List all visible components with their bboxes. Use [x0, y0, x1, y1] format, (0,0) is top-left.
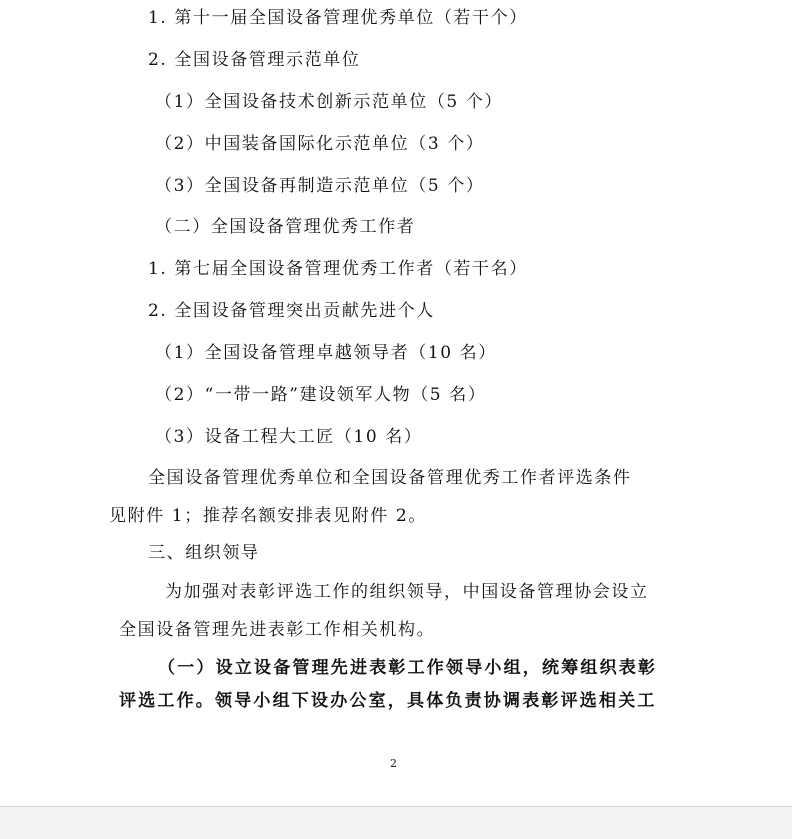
list-item-international-units: （2）中国装备国际化示范单位（3 个）: [155, 134, 485, 154]
section-heading-organization: 三、组织领导: [148, 543, 260, 563]
list-item-innovation-units: （1）全国设备技术创新示范单位（5 个）: [155, 92, 504, 112]
bold-paragraph-line-1: （一）设立设备管理先进表彰工作领导小组，统筹组织表彰: [158, 658, 658, 678]
paragraph-criteria-line-2: 见附件 1；推荐名额安排表见附件 2。: [109, 506, 427, 526]
page-number: 2: [390, 757, 397, 770]
paragraph-organization-line-1: 为加强对表彰评选工作的组织领导，中国设备管理协会设立: [165, 582, 649, 602]
paragraph-criteria-line-1: 全国设备管理优秀单位和全国设备管理优秀工作者评选条件: [148, 468, 632, 488]
paragraph-organization-line-2: 全国设备管理先进表彰工作相关机构。: [119, 620, 436, 640]
list-item-outstanding-units: 1. 第十一届全国设备管理优秀单位（若干个）: [148, 8, 528, 28]
list-item-outstanding-workers: 1. 第七届全国设备管理优秀工作者（若干名）: [148, 259, 528, 279]
list-item-remanufacturing-units: （3）全国设备再制造示范单位（5 个）: [155, 176, 485, 196]
viewer-bottom-area: [0, 806, 792, 839]
bold-paragraph-line-2: 评选工作。领导小组下设办公室，具体负责协调表彰评选相关工: [119, 691, 657, 711]
list-item-contribution-individuals: 2. 全国设备管理突出贡献先进个人: [148, 301, 435, 321]
list-item-belt-road-leaders: （2）“一带一路”建设领军人物（5 名）: [155, 385, 487, 405]
list-item-leaders: （1）全国设备管理卓越领导者（10 名）: [155, 343, 497, 363]
list-item-craftsmen: （3）设备工程大工匠（10 名）: [155, 427, 423, 447]
section-heading-outstanding-workers: （二）全国设备管理优秀工作者: [155, 217, 416, 237]
list-item-demonstration-units: 2. 全国设备管理示范单位: [148, 50, 361, 70]
